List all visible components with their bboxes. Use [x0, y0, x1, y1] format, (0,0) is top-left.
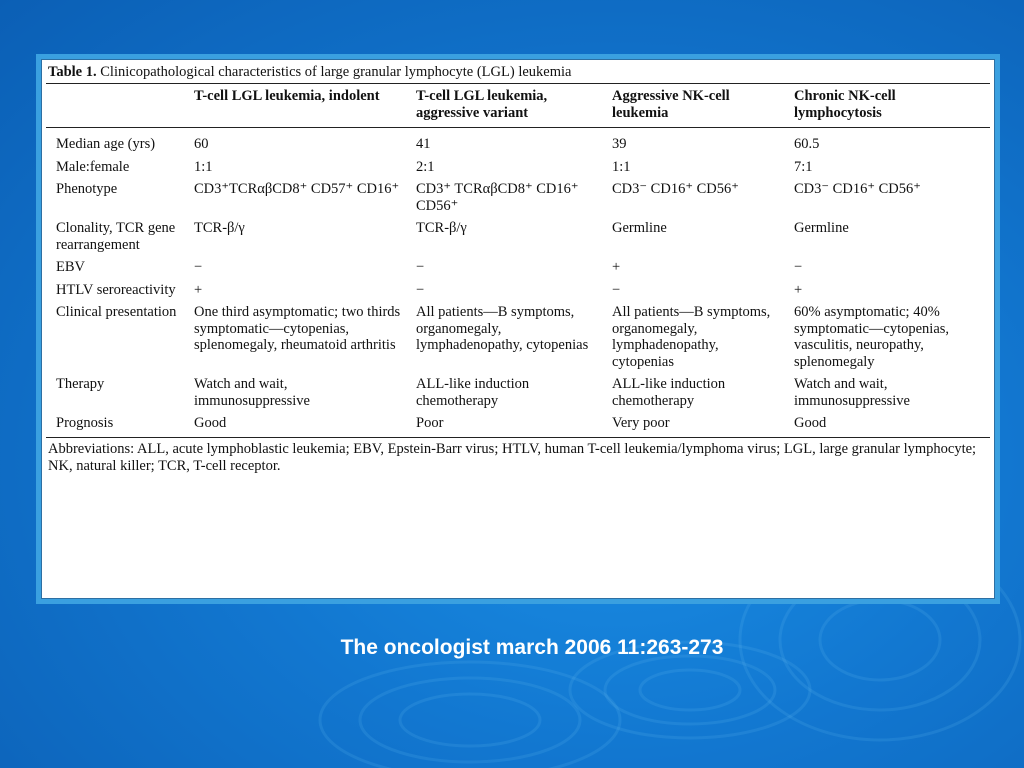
row-label: Therapy: [56, 376, 105, 392]
table-cell: 60% asymptomatic; 40% symptomatic—cytopenias, vasculitis, neuropathy, splenomegaly: [794, 304, 950, 370]
table-cell: Watch and wait, immunosuppressive: [794, 376, 910, 409]
table-cell: Watch and wait, immunosuppressive: [194, 376, 310, 409]
table-row: [46, 304, 990, 376]
table-cell: 41: [416, 136, 431, 152]
header-cell: T-cell LGL leukemia, indolent: [184, 84, 406, 128]
table-cell: CD3⁻ CD16⁺ CD56⁺: [794, 181, 921, 197]
table-row: [46, 282, 990, 305]
table-row: [46, 181, 990, 220]
table-title: [46, 64, 990, 84]
table-cell: CD3⁺ TCRαβCD8⁺ CD16⁺ CD56⁺: [416, 181, 579, 214]
row-label: Prognosis: [46, 415, 184, 437]
table-row: [46, 415, 990, 437]
table-cell: Good: [184, 415, 406, 437]
table-cell: Germline: [794, 220, 849, 236]
table-cell: +: [612, 259, 621, 275]
table-cell: +: [794, 281, 803, 298]
row-label: Clinical presentation: [56, 304, 177, 320]
table-cell: 2:1: [416, 158, 435, 175]
table-row: [46, 159, 990, 182]
header-cell: Chronic NK-cell lymphocytosis: [784, 84, 990, 128]
table-footnote: Abbreviations: ALL, acute lymphoblastic leukemia; EBV, Epstein-Barr virus; HTLV, human T-cell leukemia/lymphoma virus; LGL, large granular lymphocyte; NK, natural killer; TCR, T-cell receptor.: [48, 440, 977, 474]
table-cell: ALL-like induction chemotherapy: [612, 376, 726, 409]
table-cell: −: [416, 259, 425, 275]
table-title-label: Table 1.: [48, 64, 97, 80]
table-cell: CD3⁺TCRαβCD8⁺ CD57⁺ CD16⁺: [194, 181, 400, 197]
table-cell: All patients—B symptoms, organomegaly, lymphadenopathy, cytopenias: [612, 304, 771, 370]
table-cell: 1:1: [194, 158, 213, 175]
table-cell: Poor: [406, 415, 602, 437]
table-cell: All patients—B symptoms, organomegaly, lymphadenopathy, cytopenias: [416, 304, 589, 353]
table-title-text: Clinicopathological characteristics of large granular lymphocyte (LGL) leukemia: [96, 64, 572, 80]
table-cell: −: [416, 281, 425, 298]
table-cell: ALL-like induction chemotherapy: [416, 376, 530, 409]
table-row: [46, 220, 990, 259]
table-cell: −: [612, 281, 621, 298]
table-cell: 60: [194, 136, 209, 152]
header-cell: Aggressive NK-cell leukemia: [602, 84, 784, 128]
citation-caption: The oncologist march 2006 11:263-273: [340, 636, 724, 659]
table-frame: [36, 54, 1000, 604]
table-cell: One third asymptomatic; two thirds symptomatic—cytopenias, splenomegaly, rheumatoid arthritis: [194, 304, 401, 353]
row-label: Clonality, TCR gene rearrangement: [56, 220, 176, 253]
header-cell: [46, 84, 184, 128]
table-cell: Very poor: [602, 415, 784, 437]
table-row: [46, 128, 990, 159]
header-cell: T-cell LGL leukemia, aggressive variant: [406, 84, 602, 128]
table-cell: 39: [612, 136, 627, 152]
table-container: [41, 59, 995, 599]
table-cell: Germline: [612, 220, 667, 236]
table-cell: TCR-β/γ: [416, 220, 467, 236]
row-label: HTLV seroreactivity: [56, 281, 176, 298]
row-label: Male:female: [56, 158, 130, 175]
characteristics-table: [46, 84, 990, 438]
table-header-row: [46, 84, 990, 128]
table-cell: Good: [784, 415, 990, 437]
table-row: [46, 376, 990, 415]
table-row: [46, 259, 990, 282]
table-cell: 1:1: [612, 158, 631, 175]
table-cell: +: [194, 281, 203, 298]
row-label: EBV: [56, 259, 85, 275]
table-cell: −: [794, 259, 803, 275]
table-cell: CD3⁻ CD16⁺ CD56⁺: [612, 181, 739, 197]
table-cell: 60.5: [794, 136, 820, 152]
row-label: Median age (yrs): [56, 136, 156, 152]
table-cell: TCR-β/γ: [194, 220, 245, 236]
table-cell: 7:1: [794, 158, 813, 175]
table-cell: −: [194, 259, 203, 275]
row-label: Phenotype: [56, 181, 118, 197]
